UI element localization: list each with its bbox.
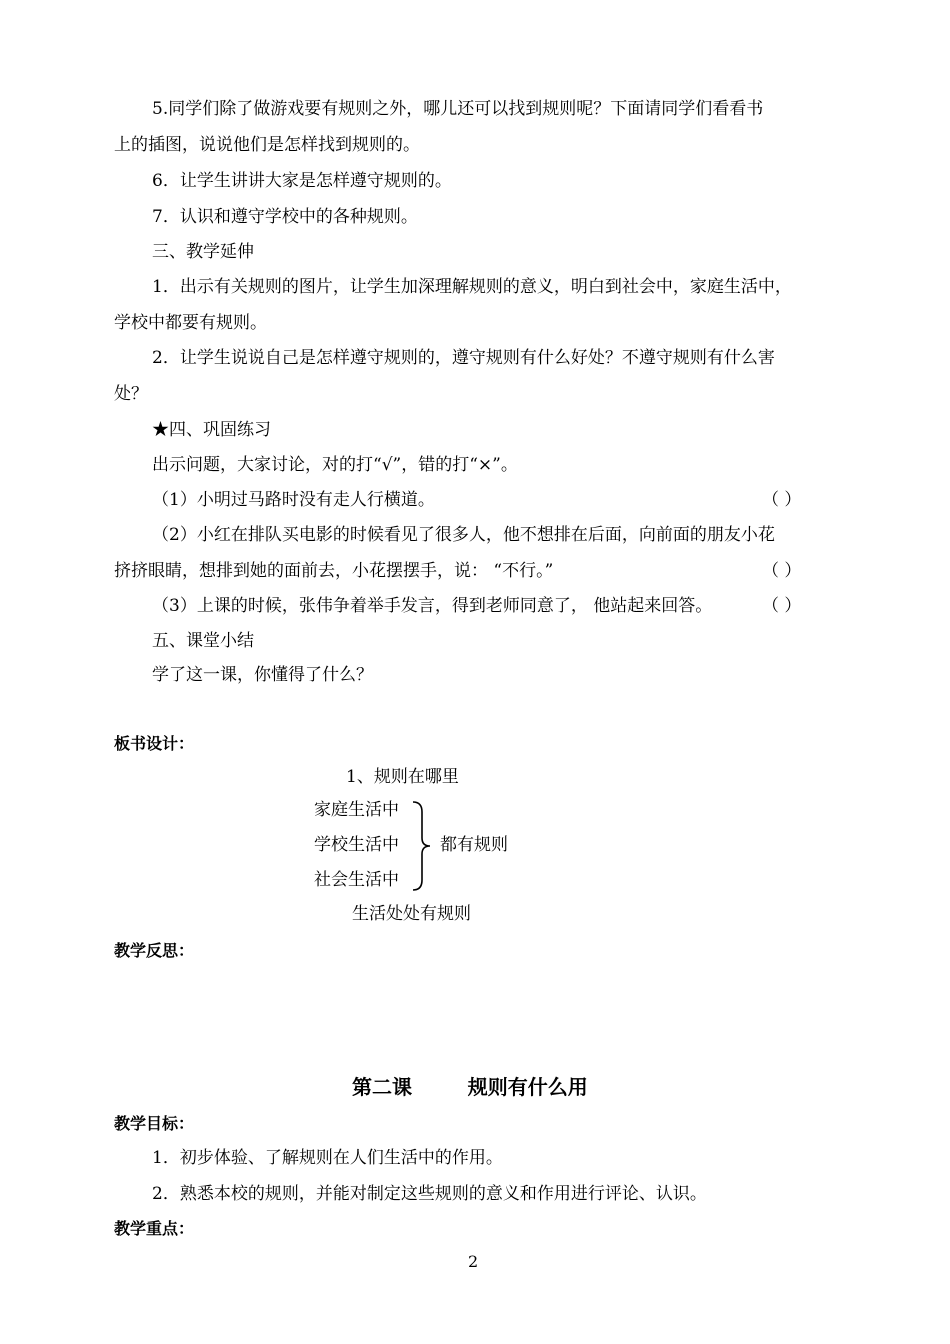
- lesson-2-title: 第二课 规则有什么用: [352, 1075, 588, 1099]
- goal-1: 1．初步体验、了解规则在人们生活中的作用。: [152, 1148, 503, 1168]
- extension-1-line2: 学校中都要有规则。: [114, 313, 267, 333]
- question-1: （1）小明过马路时没有走人行横道。: [152, 490, 435, 510]
- section-heading-5: 五、课堂小结: [152, 631, 254, 651]
- board-title: 1、规则在哪里: [346, 767, 459, 787]
- exercise-intro: 出示问题，大家讨论，对的打“√”，错的打“×”。: [152, 455, 518, 475]
- paragraph-5-line1: 5.同学们除了做游戏要有规则之外，哪儿还可以找到规则呢？下面请同学们看看书: [152, 99, 764, 119]
- answer-blank-1: （ ）: [762, 490, 802, 510]
- paragraph-5-line2: 上的插图，说说他们是怎样找到规则的。: [114, 135, 420, 155]
- answer-blank-2: （ ）: [762, 561, 802, 581]
- section-heading-4: ★四、巩固练习: [152, 420, 271, 440]
- paragraph-7: 7．认识和遵守学校中的各种规则。: [152, 207, 418, 227]
- extension-2-line1: 2．让学生说说自己是怎样遵守规则的，遵守规则有什么好处？不遵守规则有什么害: [152, 348, 775, 368]
- board-conclusion: 生活处处有规则: [352, 904, 471, 924]
- key-points-heading: 教学重点：: [114, 1219, 195, 1238]
- board-design-heading: 板书设计：: [114, 734, 195, 753]
- summary-question: 学了这一课，你懂得了什么？: [152, 665, 373, 685]
- question-2-line1: （2）小红在排队买电影的时候看见了很多人，他不想排在后面，向前面的朋友小花: [152, 525, 775, 545]
- page-number: 2: [468, 1252, 479, 1271]
- extension-2-line2: 处？: [114, 384, 148, 404]
- board-item-school: 学校生活中: [314, 835, 399, 855]
- reflection-heading: 教学反思：: [114, 941, 195, 960]
- section-heading-3: 三、教学延伸: [152, 242, 254, 262]
- right-brace-icon: [410, 800, 434, 892]
- question-2-line2: 挤挤眼睛，想排到她的面前去，小花摆摆手，说： “不行。”: [114, 561, 554, 581]
- board-brace-label: 都有规则: [440, 835, 508, 855]
- paragraph-6: 6．让学生讲讲大家是怎样遵守规则的。: [152, 171, 452, 191]
- question-3: （3）上课的时候，张伟争着举手发言，得到老师同意了， 他站起来回答。: [152, 596, 713, 616]
- goal-2: 2．熟悉本校的规则，并能对制定这些规则的意义和作用进行评论、认识。: [152, 1184, 707, 1204]
- board-item-society: 社会生活中: [314, 870, 399, 890]
- extension-1-line1: 1．出示有关规则的图片，让学生加深理解规则的意义，明白到社会中，家庭生活中，: [152, 277, 792, 297]
- answer-blank-3: （ ）: [762, 596, 802, 616]
- teaching-goals-heading: 教学目标：: [114, 1114, 195, 1133]
- board-item-family: 家庭生活中: [314, 800, 399, 820]
